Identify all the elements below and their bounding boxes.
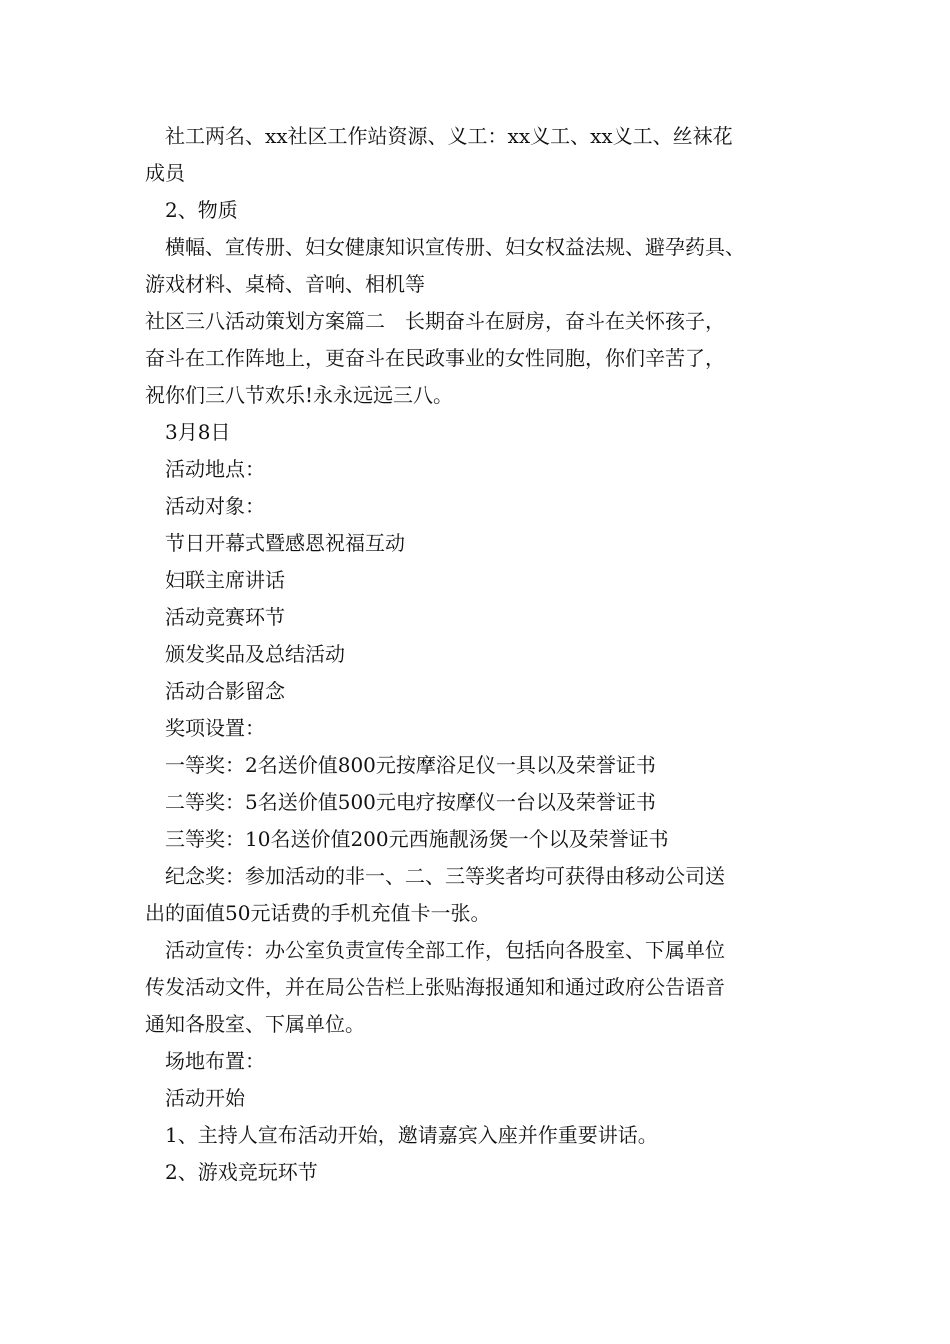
text-line: 成员 [145, 161, 185, 185]
text-line: 游戏材料、桌椅、音响、相机等 [145, 272, 425, 296]
text-line: 祝你们三八节欢乐!永永远远三八。 [145, 383, 454, 407]
text-line: 二等奖：5名送价值500元电疗按摩仪一台以及荣誉证书 [165, 790, 656, 814]
text-line: 颁发奖品及总结活动 [165, 642, 345, 666]
text-line: 奖项设置： [165, 716, 265, 740]
text-line: 3月8日 [165, 420, 231, 444]
text-line: 活动竞赛环节 [165, 605, 285, 629]
text-line: 三等奖：10名送价值200元西施靓汤煲一个以及荣誉证书 [165, 827, 669, 851]
text-line: 传发活动文件，并在局公告栏上张贴海报通知和通过政府公告语音 [145, 975, 725, 999]
text-line: 活动对象： [165, 494, 265, 518]
text-line: 奋斗在工作阵地上，更奋斗在民政事业的女性同胞，你们辛苦了， [145, 346, 725, 370]
text-line: 纪念奖：参加活动的非一、二、三等奖者均可获得由移动公司送 [165, 864, 725, 888]
text-line: 1、主持人宣布活动开始，邀请嘉宾入座并作重要讲话。 [165, 1123, 658, 1147]
text-line: 一等奖：2名送价值800元按摩浴足仪一具以及荣誉证书 [165, 753, 656, 777]
text-line: 活动合影留念 [165, 679, 285, 703]
text-line: 活动开始 [165, 1086, 245, 1110]
text-line: 场地布置： [165, 1049, 265, 1073]
text-line: 通知各股室、下属单位。 [145, 1012, 365, 1036]
text-line: 节日开幕式暨感恩祝福互动 [165, 531, 405, 555]
text-line: 2、游戏竞玩环节 [165, 1160, 318, 1184]
text-line: 社区三八活动策划方案篇二 长期奋斗在厨房，奋斗在关怀孩子， [145, 309, 725, 333]
text-line: 活动地点： [165, 457, 265, 481]
text-line: 社工两名、xx社区工作站资源、义工：xx义工、xx义工、丝袜花 [165, 124, 733, 148]
text-line: 出的面值50元话费的手机充值卡一张。 [145, 901, 491, 925]
text-line: 横幅、宣传册、妇女健康知识宣传册、妇女权益法规、避孕药具、 [165, 235, 745, 259]
document-body [145, 118, 825, 1191]
text-line: 2、物质 [165, 198, 238, 222]
text-line: 妇联主席讲话 [165, 568, 285, 592]
text-line: 活动宣传：办公室负责宣传全部工作，包括向各股室、下属单位 [165, 938, 725, 962]
